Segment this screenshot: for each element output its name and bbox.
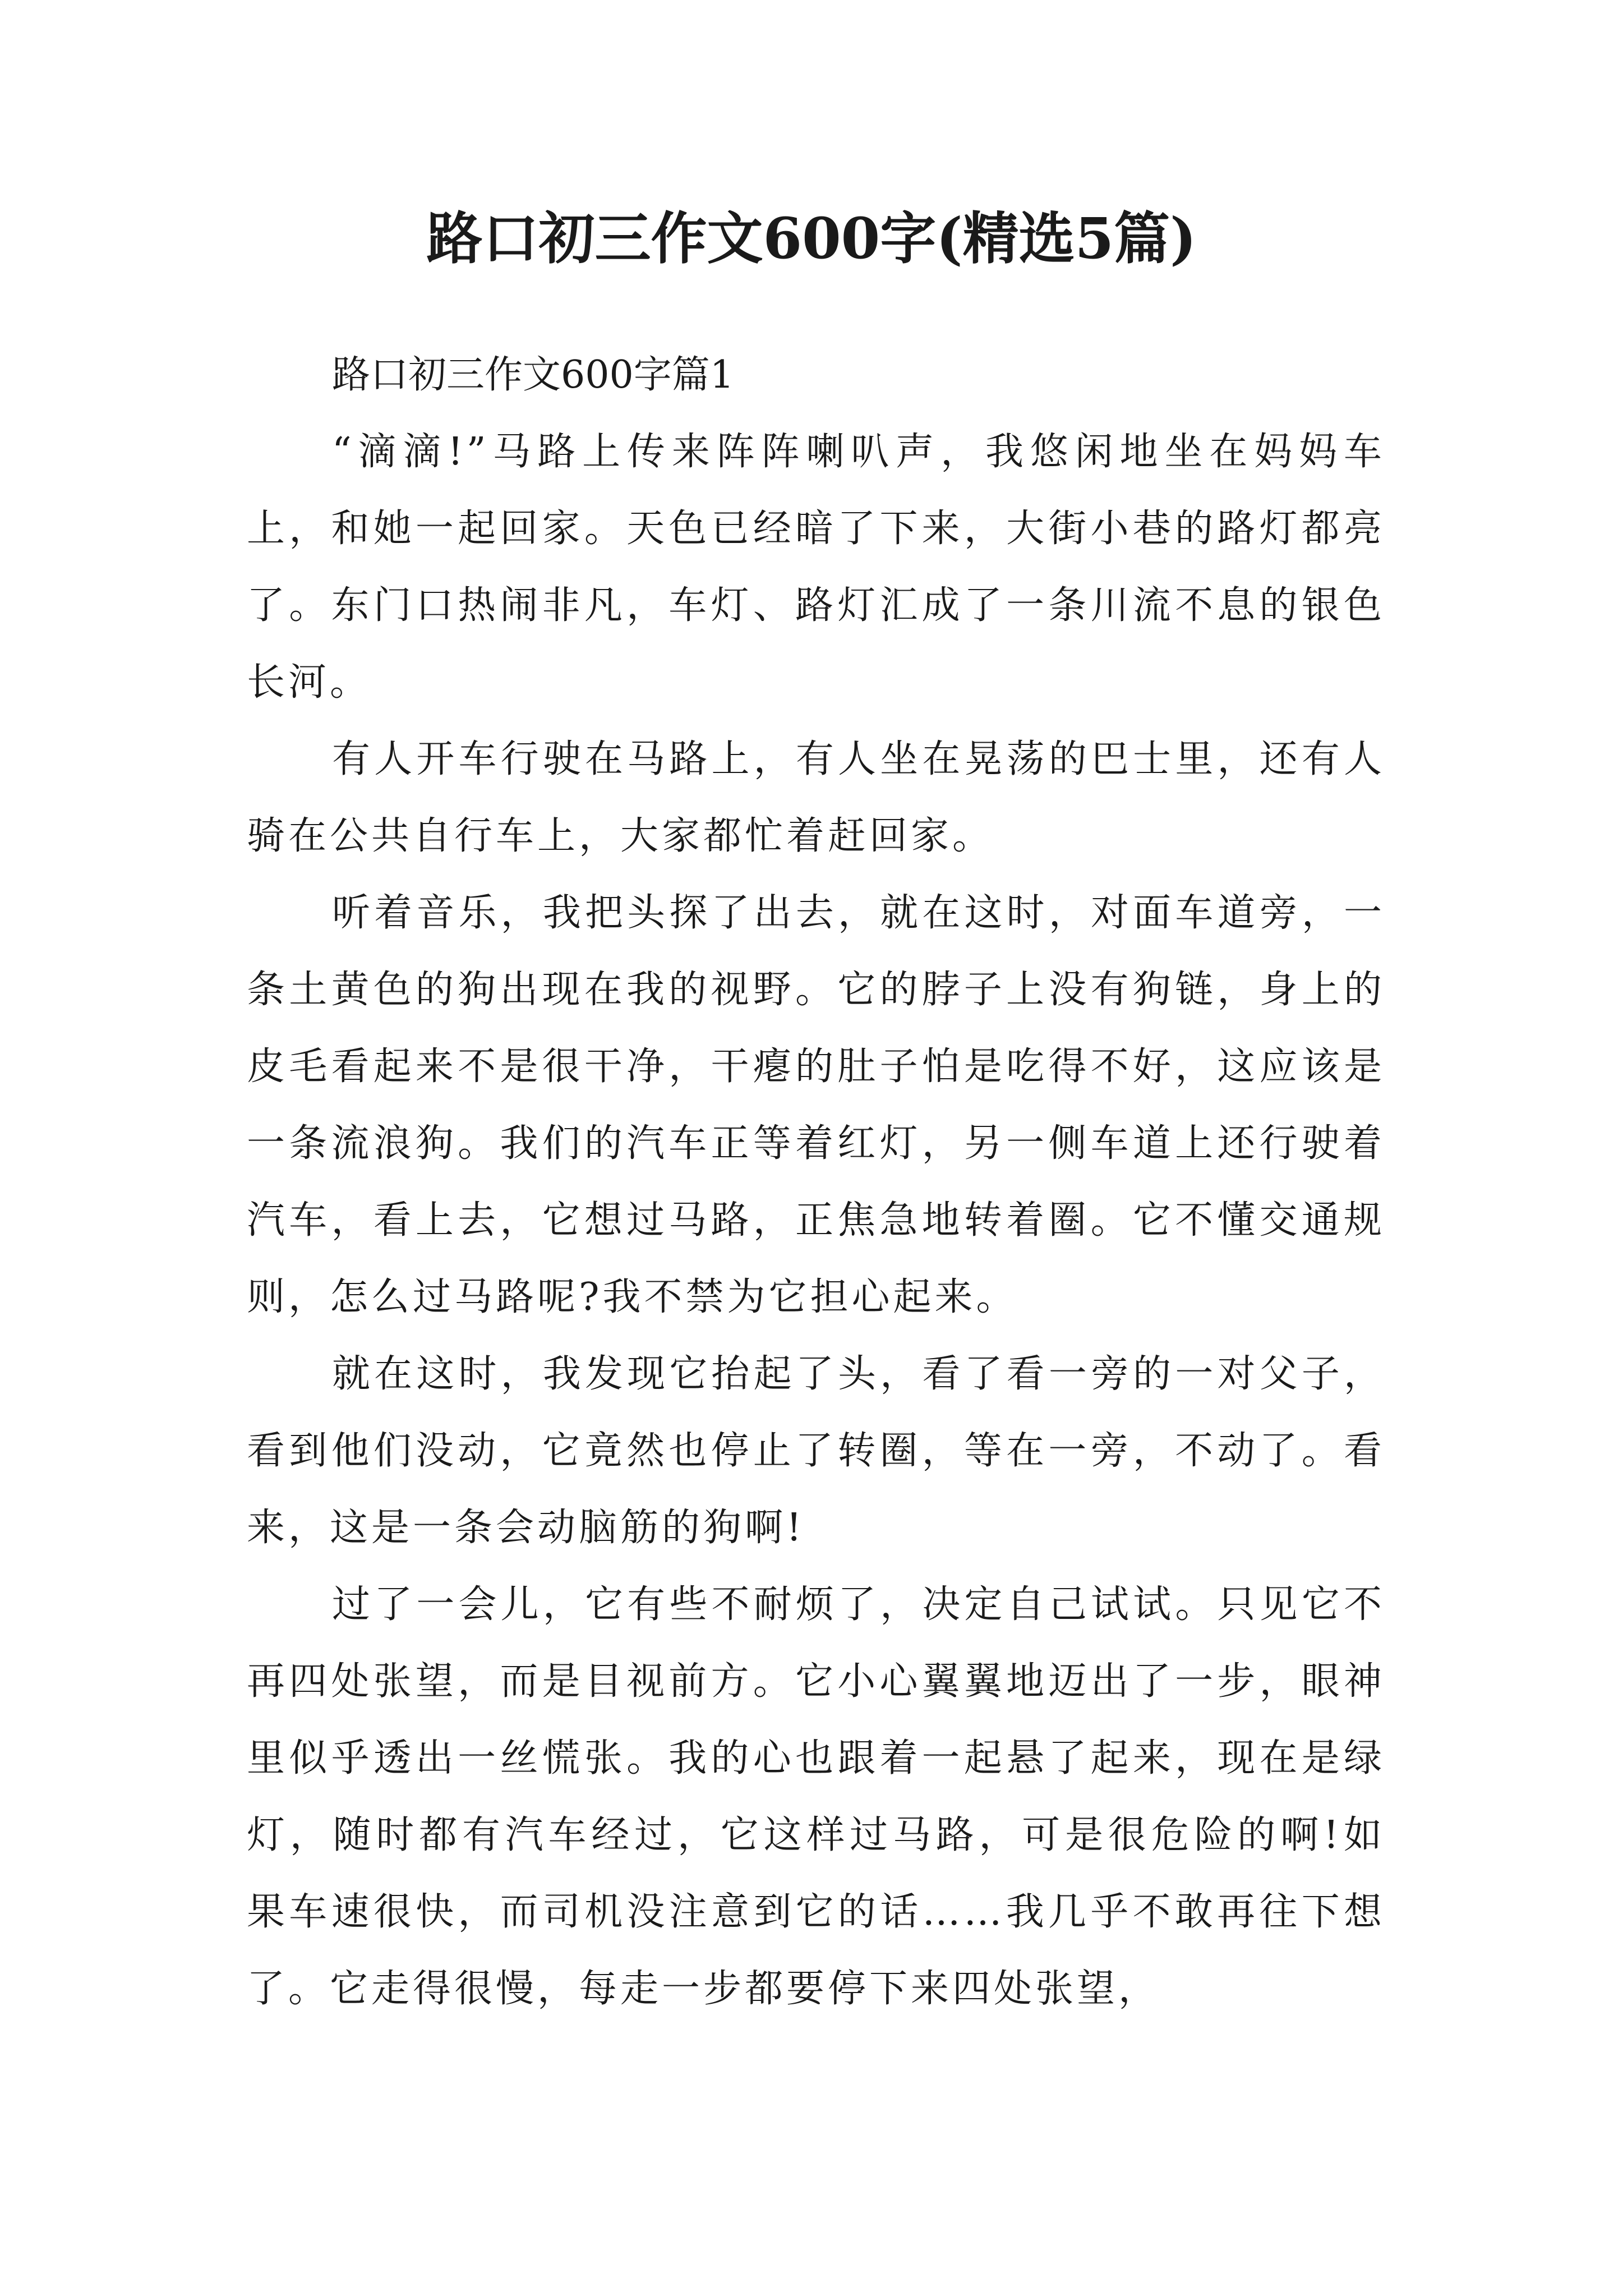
document-body — [247, 337, 1385, 2027]
paragraph-4: 就在这时，我发现它抬起了头，看了看一旁的一对父子，看到他们没动，它竟然也停止了转圈，等在一旁，不动了。看来，这是一条会动脑筋的狗啊! — [247, 1352, 1385, 1550]
paragraph-1: “滴滴!”马路上传来阵阵喇叭声，我悠闲地坐在妈妈车上，和她一起回家。天色已经暗了下来，大街小巷的路灯都亮了。东门口热闹非凡，车灯、路灯汇成了一条川流不息的银色长河。 — [247, 430, 1385, 705]
document-title: 路口初三作文600字(精选5篇) — [426, 205, 1197, 272]
section-heading: 路口初三作文600字篇1 — [332, 353, 735, 397]
paragraph-3: 听着音乐，我把头探了出去，就在这时，对面车道旁，一条土黄色的狗出现在我的视野。它的脖子上没有狗链，身上的皮毛看起来不是很干净，干瘪的肚子怕是吃得不好，这应该是一条流浪狗。我们的汽车正等着红灯，另一侧车道上还行驶着汽车，看上去，它想过马路，正焦急地转着圈。它不懂交通规则，怎么过马路呢?我不禁为它担心起来。 — [247, 891, 1385, 1319]
paragraph-2: 有人开车行驶在马路上，有人坐在晃荡的巴士里，还有人骑在公共自行车上，大家都忙着赶回家。 — [247, 737, 1385, 858]
paragraph-5: 过了一会儿，它有些不耐烦了，决定自己试试。只见它不再四处张望，而是目视前方。它小心翼翼地迈出了一步，眼神里似乎透出一丝慌张。我的心也跟着一起悬了起来，现在是绿灯，随时都有汽车经过，它这样过马路，可是很危险的啊!如果车速很快，而司机没注意到它的话……我几乎不敢再往下想了。它走得很慢，每走一步都要停下来四处张望， — [247, 1582, 1385, 2011]
